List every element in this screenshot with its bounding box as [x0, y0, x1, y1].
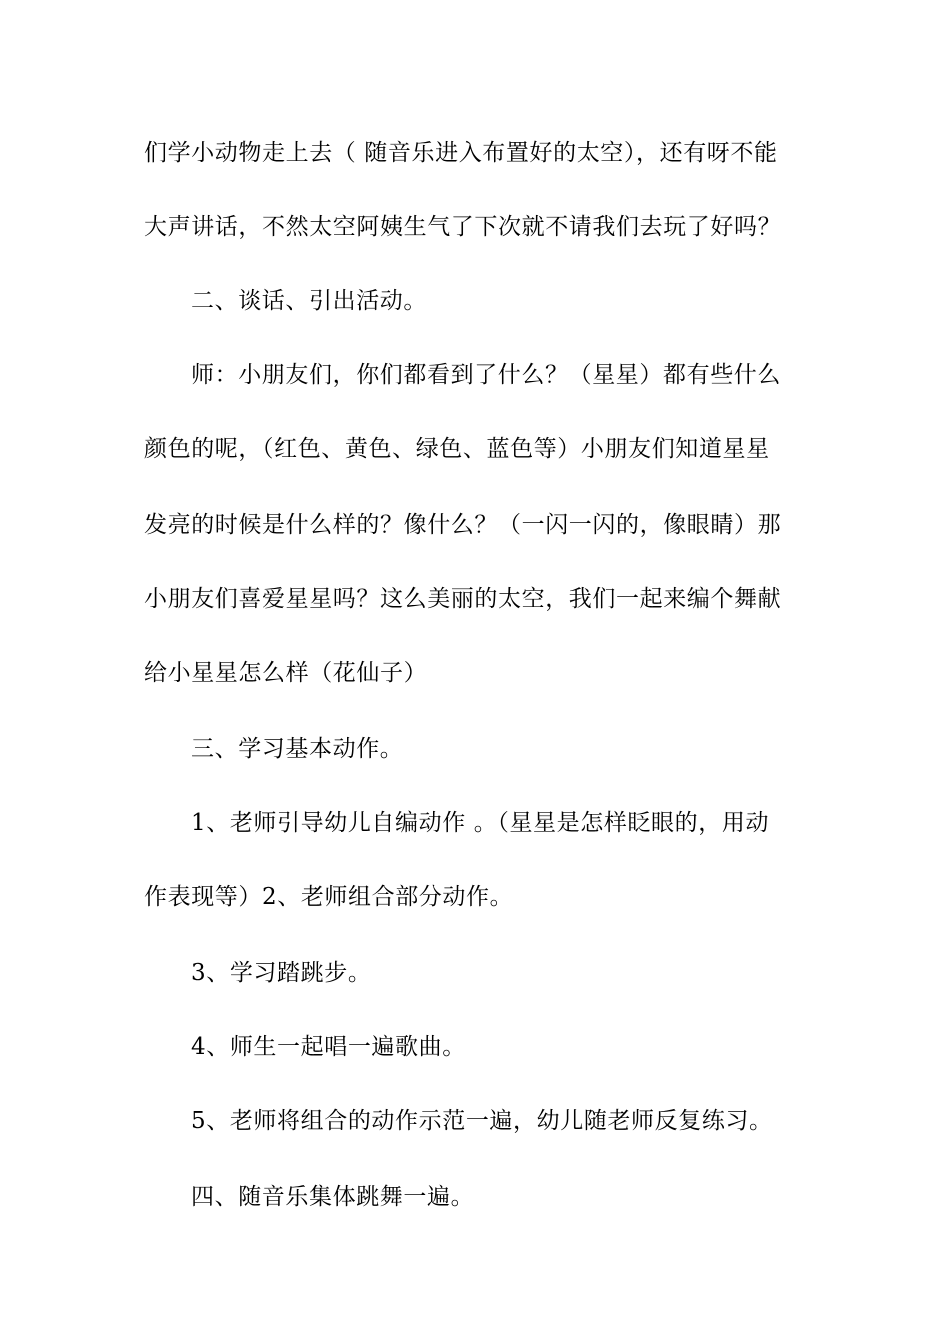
list-item: 4、师生一起唱一遍歌曲。	[191, 1034, 466, 1060]
section-heading: 四、随音乐集体跳舞一遍。	[191, 1184, 475, 1210]
text-line: 大声讲话，不然太空阿姨生气了下次就不请我们去玩了好吗？	[144, 214, 782, 240]
text-line: 小朋友们喜爱星星吗？这么美丽的太空，我们一起来编个舞献	[144, 586, 782, 612]
text-line: 颜色的呢，（红色、黄色、绿色、蓝色等）小朋友们知道星星	[144, 436, 770, 462]
list-item: 3、学习踏跳步。	[191, 960, 372, 986]
text-line: 作表现等）2、老师组合部分动作。	[144, 884, 514, 910]
text-line: 发亮的时候是什么样的？像什么？（一闪一闪的，像眼睛）那	[144, 512, 782, 538]
list-item: 1、老师引导幼儿自编动作 。（星星是怎样眨眼的，用动	[191, 810, 770, 836]
text-line: 给小星星怎么样（花仙子）	[144, 660, 428, 686]
text-line: 师：小朋友们，你们都看到了什么？（星星）都有些什么	[191, 362, 781, 388]
section-heading: 二、谈话、引出活动。	[191, 288, 427, 314]
section-heading: 三、学习基本动作。	[191, 736, 404, 762]
text-line: 们学小动物走上去（ 随音乐进入布置好的太空），还有呀不能	[144, 140, 778, 166]
list-item: 5、老师将组合的动作示范一遍，幼儿随老师反复练习。	[191, 1108, 773, 1134]
